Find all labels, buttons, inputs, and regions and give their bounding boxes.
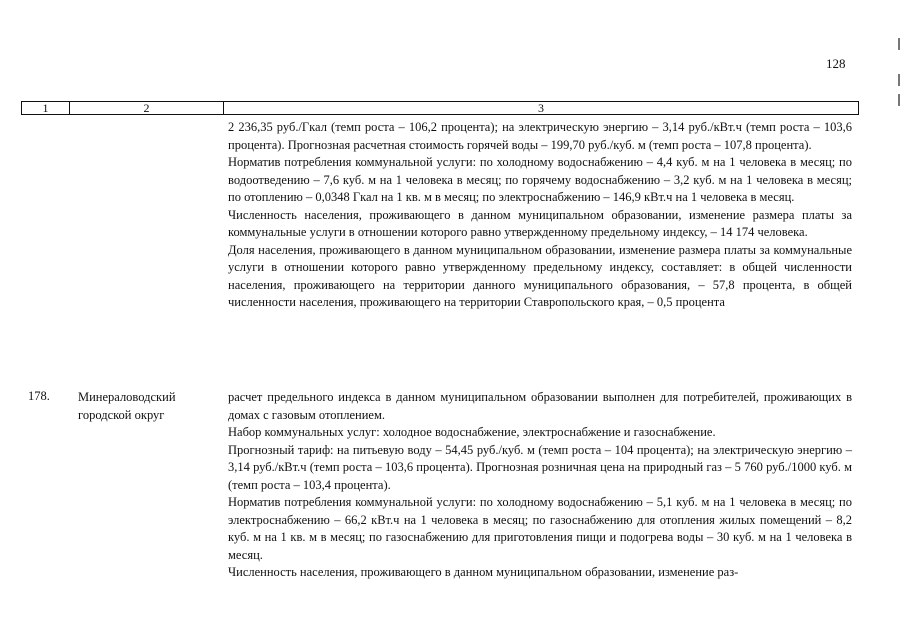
continued-paragraph-share: Доля населения, проживающего в данном муниципальном образовании, изменение размера платы за коммунальные услуги в отношении которого равно утвержденному предельному индексу, составляет: в общей численности населения, проживающего на территории данного муниципального образования, – 57,8 процента, в общей численности населения, проживающего на территории Ставропольского края, – 0,5 процента <box>228 242 852 309</box>
entry-paragraph-norms: Норматив потребления коммунальной услуги: по холодному водоснабжению – 5,1 куб. м на 1 человека в месяц; по электроснабжению – 66,2 кВт.ч на 1 человека в месяц; по газоснабжению для отопления жилых помещений – 8,2 куб. м на 1 кв. м в месяц; по газоснабжению для приготовления пищи и подогрева воды – 30 куб. м на 1 человека в месяц. <box>228 495 852 562</box>
header-col-2: 2 <box>70 102 224 114</box>
entry-text <box>228 389 852 582</box>
entry-paragraph-services: Набор коммунальных услуг: холодное водоснабжение, электроснабжение и газоснабжение. <box>228 425 716 439</box>
entry-number: 178. <box>28 389 50 403</box>
table-header-row <box>21 101 859 115</box>
header-col-1: 1 <box>22 102 70 114</box>
continued-paragraph-tariffs: 2 236,35 руб./Гкал (темп роста – 106,2 процента); на электрическую энергию – 3,14 руб./кВт.ч (темп роста – 103,6 процента). Прогнозная расчетная стоимость горячей воды – 199,70 руб./куб. м (темп роста – 107,8 процента). <box>228 120 852 152</box>
entry-municipality-name: Минераловодский городской округ <box>78 390 176 422</box>
continued-entry-text <box>228 119 852 312</box>
header-col-3: 3 <box>538 101 544 115</box>
page-number: 128 <box>826 56 846 71</box>
entry-paragraph-population: Численность населения, проживающего в данном муниципальном образовании, изменение раз- <box>228 565 739 579</box>
scan-edge-mark <box>898 94 900 106</box>
entry-paragraph-calculation: расчет предельного индекса в данном муниципальном образовании выполнен для потребителей, проживающих в домах с газовым отоплением. <box>228 390 852 422</box>
entry-paragraph-tariffs: Прогнозный тариф: на питьевую воду – 54,45 руб./куб. м (темп роста – 104 процента); на электрическую энергию – 3,14 руб./кВт.ч (темп роста – 103,6 процента). Прогнозная розничная цена на природный газ – 5 760 руб./1000 куб. м (темп роста – 103,4 процента). <box>228 442 852 492</box>
scan-edge-mark <box>898 74 900 86</box>
continued-paragraph-norms: Норматив потребления коммунальной услуги: по холодному водоснабжению – 4,4 куб. м на 1 человека в месяц; по водоотведению – 7,6 куб. м на 1 человека в месяц; по горячему водоснабжению – 3,2 куб. м на 1 человека в месяц; по отоплению – 0,0348 Гкал на 1 кв. м в месяц; по электроснабжению – 146,9 кВт.ч на 1 человека в месяц. <box>228 155 852 204</box>
continued-paragraph-population: Численность населения, проживающего в данном муниципальном образовании, изменение размера платы за коммунальные услуги в отношении которого равно утвержденному предельному индексу, – 14 174 человека. <box>228 207 852 239</box>
scan-edge-mark <box>898 38 900 50</box>
